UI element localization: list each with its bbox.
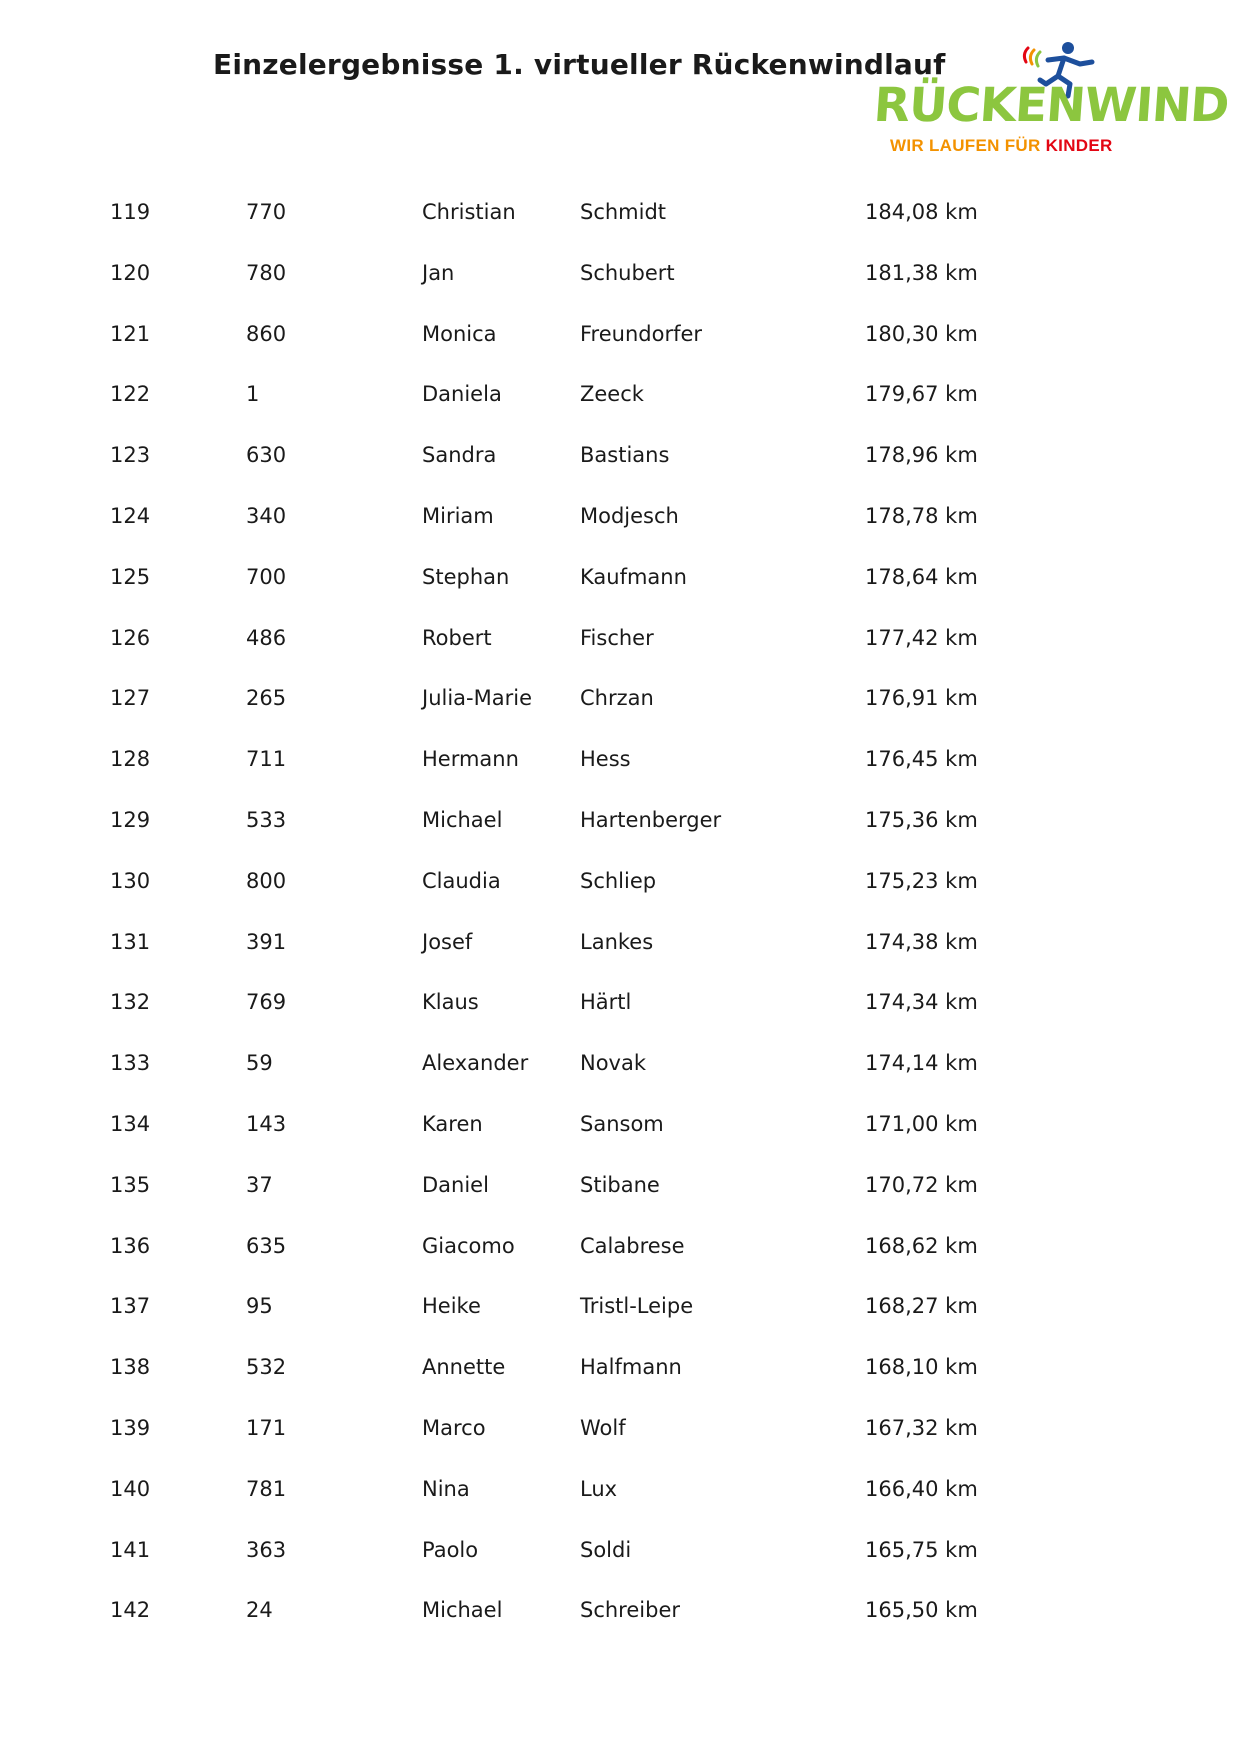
bib-cell: 711 (246, 747, 287, 772)
last-name-cell: Chrzan (580, 686, 654, 711)
rank-cell: 119 (110, 200, 151, 224)
distance-cell: 175,36 km (865, 807, 978, 832)
first-name-cell: Miriam (422, 503, 494, 528)
table-row (0, 308, 1240, 369)
first-name-cell: Claudia (422, 868, 501, 893)
bib-cell: 635 (246, 1233, 287, 1258)
first-name-cell: Robert (422, 625, 492, 650)
table-row (0, 1220, 1240, 1281)
last-name-cell: Soldi (580, 1537, 632, 1562)
first-name-cell: Heike (422, 1294, 481, 1319)
distance-cell: 178,64 km (865, 564, 978, 589)
table-row (0, 1463, 1240, 1524)
bib-cell: 860 (246, 321, 287, 346)
bib-cell: 24 (246, 1598, 273, 1623)
last-name-cell: Schmidt (580, 200, 667, 224)
table-row (0, 916, 1240, 977)
distance-cell: 175,23 km (865, 868, 978, 893)
distance-cell: 174,14 km (865, 1051, 978, 1076)
last-name-cell: Hartenberger (580, 807, 722, 832)
table-row (0, 1341, 1240, 1402)
bib-cell: 486 (246, 625, 287, 650)
distance-cell: 176,45 km (865, 747, 978, 772)
rank-cell: 125 (110, 564, 151, 589)
bib-cell: 265 (246, 686, 287, 711)
table-row (0, 1098, 1240, 1159)
distance-cell: 184,08 km (865, 200, 978, 224)
table-row (0, 247, 1240, 308)
rank-cell: 139 (110, 1415, 151, 1440)
last-name-cell: Calabrese (580, 1233, 685, 1258)
last-name-cell: Schubert (580, 260, 675, 285)
rank-cell: 124 (110, 503, 151, 528)
last-name-cell: Hess (580, 747, 631, 772)
first-name-cell: Michael (422, 807, 503, 832)
distance-cell: 165,50 km (865, 1598, 978, 1623)
table-row (0, 794, 1240, 855)
logo-tagline-part2: KINDER (1045, 136, 1113, 155)
first-name-cell: Josef (422, 929, 473, 954)
last-name-cell: Tristl-Leipe (580, 1294, 694, 1319)
rank-cell: 141 (110, 1537, 151, 1562)
first-name-cell: Michael (422, 1598, 503, 1623)
rank-cell: 129 (110, 807, 151, 832)
last-name-cell: Wolf (580, 1415, 626, 1440)
first-name-cell: Annette (422, 1355, 506, 1380)
first-name-cell: Karen (422, 1111, 483, 1136)
first-name-cell: Giacomo (422, 1233, 515, 1258)
bib-cell: 1 (246, 382, 260, 407)
rank-cell: 136 (110, 1233, 151, 1258)
distance-cell: 168,62 km (865, 1233, 978, 1258)
bib-cell: 781 (246, 1476, 287, 1501)
rank-cell: 140 (110, 1476, 151, 1501)
last-name-cell: Sansom (580, 1111, 664, 1136)
page-title: Einzelergebnisse 1. virtueller Rückenwindlauf (213, 48, 946, 81)
bib-cell: 532 (246, 1355, 287, 1380)
rank-cell: 142 (110, 1598, 151, 1623)
last-name-cell: Schreiber (580, 1598, 680, 1623)
rank-cell: 134 (110, 1111, 151, 1136)
table-row (0, 368, 1240, 429)
last-name-cell: Kaufmann (580, 564, 687, 589)
bib-cell: 700 (246, 564, 287, 589)
bib-cell: 363 (246, 1537, 287, 1562)
first-name-cell: Nina (422, 1476, 470, 1501)
last-name-cell: Freundorfer (580, 321, 703, 346)
last-name-cell: Stibane (580, 1172, 660, 1197)
last-name-cell: Härtl (580, 990, 632, 1015)
distance-cell: 168,27 km (865, 1294, 978, 1319)
last-name-cell: Lux (580, 1476, 618, 1501)
bib-cell: 37 (246, 1172, 273, 1197)
table-row (0, 551, 1240, 612)
last-name-cell: Novak (580, 1051, 647, 1076)
bib-cell: 630 (246, 443, 287, 468)
last-name-cell: Fischer (580, 625, 654, 650)
table-row (0, 490, 1240, 551)
first-name-cell: Julia-Marie (422, 686, 532, 711)
table-row (0, 672, 1240, 733)
first-name-cell: Christian (422, 200, 516, 224)
table-row (0, 186, 1240, 247)
bib-cell: 95 (246, 1294, 273, 1319)
rank-cell: 138 (110, 1355, 151, 1380)
first-name-cell: Sandra (422, 443, 497, 468)
rank-cell: 127 (110, 686, 151, 711)
logo-tagline (890, 136, 1113, 156)
distance-cell: 174,38 km (865, 929, 978, 954)
last-name-cell: Schliep (580, 868, 657, 893)
rank-cell: 135 (110, 1172, 151, 1197)
rank-cell: 122 (110, 382, 151, 407)
bib-cell: 59 (246, 1051, 273, 1076)
last-name-cell: Halfmann (580, 1355, 682, 1380)
table-row (0, 976, 1240, 1037)
results-table (0, 186, 1240, 1645)
distance-cell: 167,32 km (865, 1415, 978, 1440)
distance-cell: 165,75 km (865, 1537, 978, 1562)
bib-cell: 780 (246, 260, 287, 285)
distance-cell: 180,30 km (865, 321, 978, 346)
table-row (0, 1159, 1240, 1220)
table-row (0, 1037, 1240, 1098)
rank-cell: 132 (110, 990, 151, 1015)
distance-cell: 171,00 km (865, 1111, 978, 1136)
logo-tagline-part1: WIR LAUFEN FÜR (890, 136, 1046, 155)
last-name-cell: Bastians (580, 443, 670, 468)
distance-cell: 166,40 km (865, 1476, 978, 1501)
distance-cell: 177,42 km (865, 625, 978, 650)
first-name-cell: Daniel (422, 1172, 489, 1197)
rank-cell: 131 (110, 929, 151, 954)
last-name-cell: Lankes (580, 929, 654, 954)
bib-cell: 769 (246, 990, 287, 1015)
table-row (0, 733, 1240, 794)
distance-cell: 168,10 km (865, 1355, 978, 1380)
bib-cell: 143 (246, 1111, 287, 1136)
table-row (0, 429, 1240, 490)
rank-cell: 123 (110, 443, 151, 468)
rank-cell: 133 (110, 1051, 151, 1076)
bib-cell: 533 (246, 807, 287, 832)
table-row (0, 1402, 1240, 1463)
distance-cell: 179,67 km (865, 382, 978, 407)
first-name-cell: Hermann (422, 747, 519, 772)
table-row (0, 612, 1240, 673)
last-name-cell: Modjesch (580, 503, 679, 528)
bib-cell: 770 (246, 200, 287, 224)
table-row (0, 1584, 1240, 1645)
distance-cell: 178,78 km (865, 503, 978, 528)
rank-cell: 121 (110, 321, 151, 346)
bib-cell: 391 (246, 929, 287, 954)
last-name-cell: Zeeck (580, 382, 644, 407)
bib-cell: 340 (246, 503, 287, 528)
distance-cell: 174,34 km (865, 990, 978, 1015)
table-row (0, 1280, 1240, 1341)
first-name-cell: Klaus (422, 990, 479, 1015)
rank-cell: 128 (110, 747, 151, 772)
first-name-cell: Alexander (422, 1051, 529, 1076)
rank-cell: 130 (110, 868, 151, 893)
first-name-cell: Paolo (422, 1537, 479, 1562)
rueckenwind-logo (868, 40, 1231, 160)
first-name-cell: Monica (422, 321, 497, 346)
table-row (0, 855, 1240, 916)
rank-cell: 137 (110, 1294, 151, 1319)
distance-cell: 181,38 km (865, 260, 978, 285)
rank-cell: 120 (110, 260, 151, 285)
first-name-cell: Jan (422, 260, 455, 285)
distance-cell: 176,91 km (865, 686, 978, 711)
distance-cell: 170,72 km (865, 1172, 978, 1197)
first-name-cell: Daniela (422, 382, 502, 407)
first-name-cell: Marco (422, 1415, 486, 1440)
bib-cell: 800 (246, 868, 287, 893)
distance-cell: 178,96 km (865, 443, 978, 468)
logo-wordmark: RÜCKENWIND (872, 78, 1231, 133)
table-row (0, 1524, 1240, 1585)
bib-cell: 171 (246, 1415, 287, 1440)
rank-cell: 126 (110, 625, 151, 650)
first-name-cell: Stephan (422, 564, 510, 589)
